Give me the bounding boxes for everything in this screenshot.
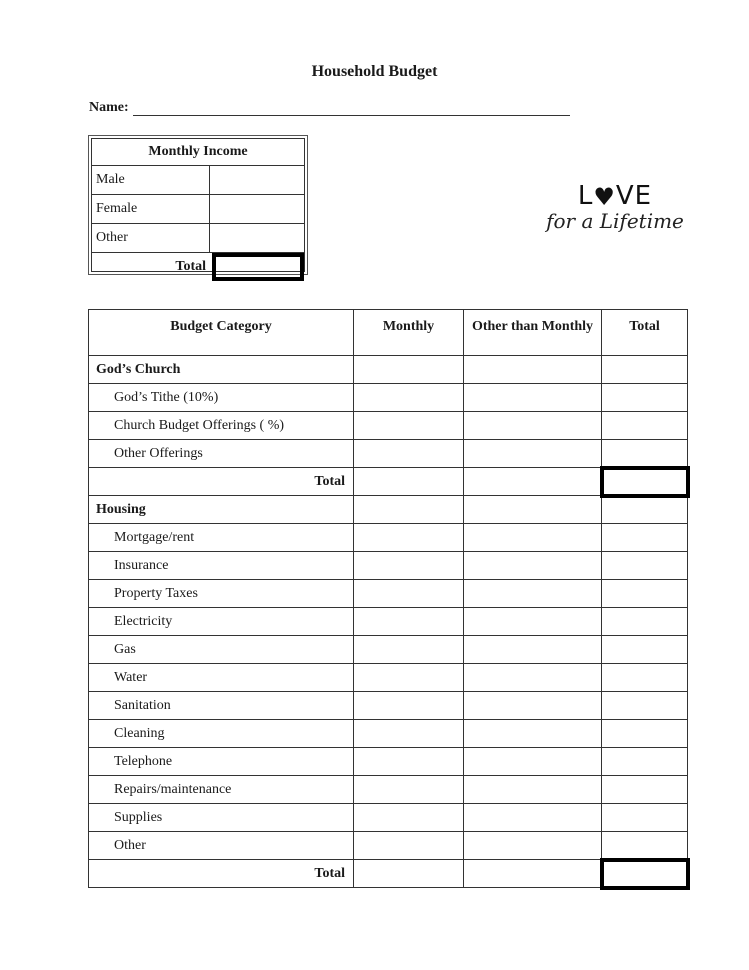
table-row: [89, 804, 688, 832]
income-value-field[interactable]: [210, 166, 304, 194]
category-label: God’s Tithe (10%): [89, 384, 354, 412]
other-than-monthly-cell[interactable]: [464, 496, 602, 524]
income-row-total: [92, 253, 304, 281]
total-cell[interactable]: [602, 832, 688, 860]
other-than-monthly-cell[interactable]: [464, 440, 602, 468]
monthly-income-table: [88, 135, 308, 275]
category-label: Mortgage/rent: [89, 524, 354, 552]
category-label: Other Offerings: [89, 440, 354, 468]
income-total-label: Total: [175, 259, 206, 274]
total-cell[interactable]: [602, 748, 688, 776]
monthly-cell[interactable]: [354, 412, 464, 440]
name-field[interactable]: [133, 115, 570, 116]
name-label: Name:: [89, 100, 129, 115]
income-total-field[interactable]: [212, 253, 304, 281]
monthly-cell[interactable]: [354, 692, 464, 720]
other-than-monthly-cell[interactable]: [464, 832, 602, 860]
total-cell[interactable]: [602, 356, 688, 384]
other-than-monthly-cell[interactable]: [464, 804, 602, 832]
section-row: [89, 356, 688, 384]
monthly-cell[interactable]: [354, 580, 464, 608]
total-cell[interactable]: [602, 552, 688, 580]
logo-letter: L: [577, 181, 594, 211]
monthly-cell[interactable]: [354, 496, 464, 524]
name-row: [89, 100, 129, 116]
monthly-cell[interactable]: [354, 860, 464, 888]
monthly-cell[interactable]: [354, 552, 464, 580]
table-row: [89, 608, 688, 636]
section-total-row: [89, 860, 688, 888]
monthly-cell[interactable]: [354, 804, 464, 832]
total-cell[interactable]: [602, 720, 688, 748]
total-cell[interactable]: [602, 524, 688, 552]
love-for-a-lifetime-logo: [545, 183, 685, 232]
monthly-cell[interactable]: [354, 776, 464, 804]
monthly-cell[interactable]: [354, 440, 464, 468]
monthly-cell[interactable]: [354, 720, 464, 748]
other-than-monthly-cell[interactable]: [464, 748, 602, 776]
monthly-cell[interactable]: [354, 524, 464, 552]
monthly-cell[interactable]: [354, 384, 464, 412]
other-than-monthly-cell[interactable]: [464, 664, 602, 692]
logo-tagline: for a Lifetime: [546, 209, 684, 233]
total-cell[interactable]: [602, 776, 688, 804]
category-label: Insurance: [89, 552, 354, 580]
table-row: [89, 412, 688, 440]
total-cell[interactable]: [602, 496, 688, 524]
total-cell[interactable]: [602, 664, 688, 692]
header-other-than-monthly: Other than Monthly: [464, 310, 602, 356]
section-total-label: Total: [89, 860, 354, 888]
logo-letters: VE: [615, 181, 653, 211]
header-total: Total: [602, 310, 688, 356]
budget-header-row: [89, 310, 688, 356]
other-than-monthly-cell[interactable]: [464, 860, 602, 888]
other-than-monthly-cell[interactable]: [464, 636, 602, 664]
total-cell[interactable]: [602, 384, 688, 412]
category-label: Repairs/maintenance: [89, 776, 354, 804]
table-row: [89, 832, 688, 860]
monthly-cell[interactable]: [354, 748, 464, 776]
table-row: [89, 664, 688, 692]
table-row: [89, 552, 688, 580]
table-row: [89, 692, 688, 720]
other-than-monthly-cell[interactable]: [464, 468, 602, 496]
other-than-monthly-cell[interactable]: [464, 720, 602, 748]
page-title: Household Budget: [311, 63, 438, 80]
table-row: [89, 580, 688, 608]
total-cell[interactable]: [602, 440, 688, 468]
category-label: Telephone: [89, 748, 354, 776]
total-cell[interactable]: [602, 804, 688, 832]
other-than-monthly-cell[interactable]: [464, 412, 602, 440]
other-than-monthly-cell[interactable]: [464, 580, 602, 608]
total-cell[interactable]: [602, 580, 688, 608]
category-label: Supplies: [89, 804, 354, 832]
monthly-cell[interactable]: [354, 636, 464, 664]
category-label: Sanitation: [89, 692, 354, 720]
header-budget-category: Budget Category: [89, 310, 354, 356]
section-title: God’s Church: [89, 356, 354, 384]
section-title: Housing: [89, 496, 354, 524]
budget-table: [88, 309, 690, 890]
section-total-row: [89, 468, 688, 496]
income-row-other: [92, 224, 304, 253]
other-than-monthly-cell[interactable]: [464, 692, 602, 720]
income-row-male: [92, 166, 304, 195]
other-than-monthly-cell[interactable]: [464, 384, 602, 412]
category-label: Gas: [89, 636, 354, 664]
category-label: Other: [89, 832, 354, 860]
table-row: [89, 748, 688, 776]
income-value-field[interactable]: [210, 224, 304, 252]
heart-icon: ♥: [593, 183, 616, 211]
table-row: [89, 524, 688, 552]
category-label: Electricity: [89, 608, 354, 636]
income-label: Male: [92, 166, 210, 194]
section-total-label: Total: [89, 468, 354, 496]
monthly-cell[interactable]: [354, 356, 464, 384]
section-total-field[interactable]: [602, 860, 688, 888]
total-cell[interactable]: [602, 608, 688, 636]
total-cell[interactable]: [602, 636, 688, 664]
total-cell[interactable]: [602, 412, 688, 440]
total-cell[interactable]: [602, 692, 688, 720]
table-row: [89, 636, 688, 664]
section-row: [89, 496, 688, 524]
section-total-field[interactable]: [602, 468, 688, 496]
monthly-cell[interactable]: [354, 832, 464, 860]
category-label: Cleaning: [89, 720, 354, 748]
other-than-monthly-cell[interactable]: [464, 776, 602, 804]
header-monthly: Monthly: [354, 310, 464, 356]
other-than-monthly-cell[interactable]: [464, 552, 602, 580]
monthly-cell[interactable]: [354, 608, 464, 636]
income-label: Other: [92, 224, 210, 252]
category-label: Property Taxes: [89, 580, 354, 608]
category-label: Water: [89, 664, 354, 692]
logo-love-text: [545, 183, 685, 210]
table-row: [89, 776, 688, 804]
income-header: Monthly Income: [92, 139, 304, 166]
other-than-monthly-cell[interactable]: [464, 524, 602, 552]
table-row: [89, 720, 688, 748]
monthly-cell[interactable]: [354, 664, 464, 692]
income-label: Female: [92, 195, 210, 223]
other-than-monthly-cell[interactable]: [464, 608, 602, 636]
income-value-field[interactable]: [210, 195, 304, 223]
table-row: [89, 384, 688, 412]
category-label: Church Budget Offerings ( %): [89, 412, 354, 440]
other-than-monthly-cell[interactable]: [464, 356, 602, 384]
table-row: [89, 440, 688, 468]
monthly-cell[interactable]: [354, 468, 464, 496]
income-row-female: [92, 195, 304, 224]
